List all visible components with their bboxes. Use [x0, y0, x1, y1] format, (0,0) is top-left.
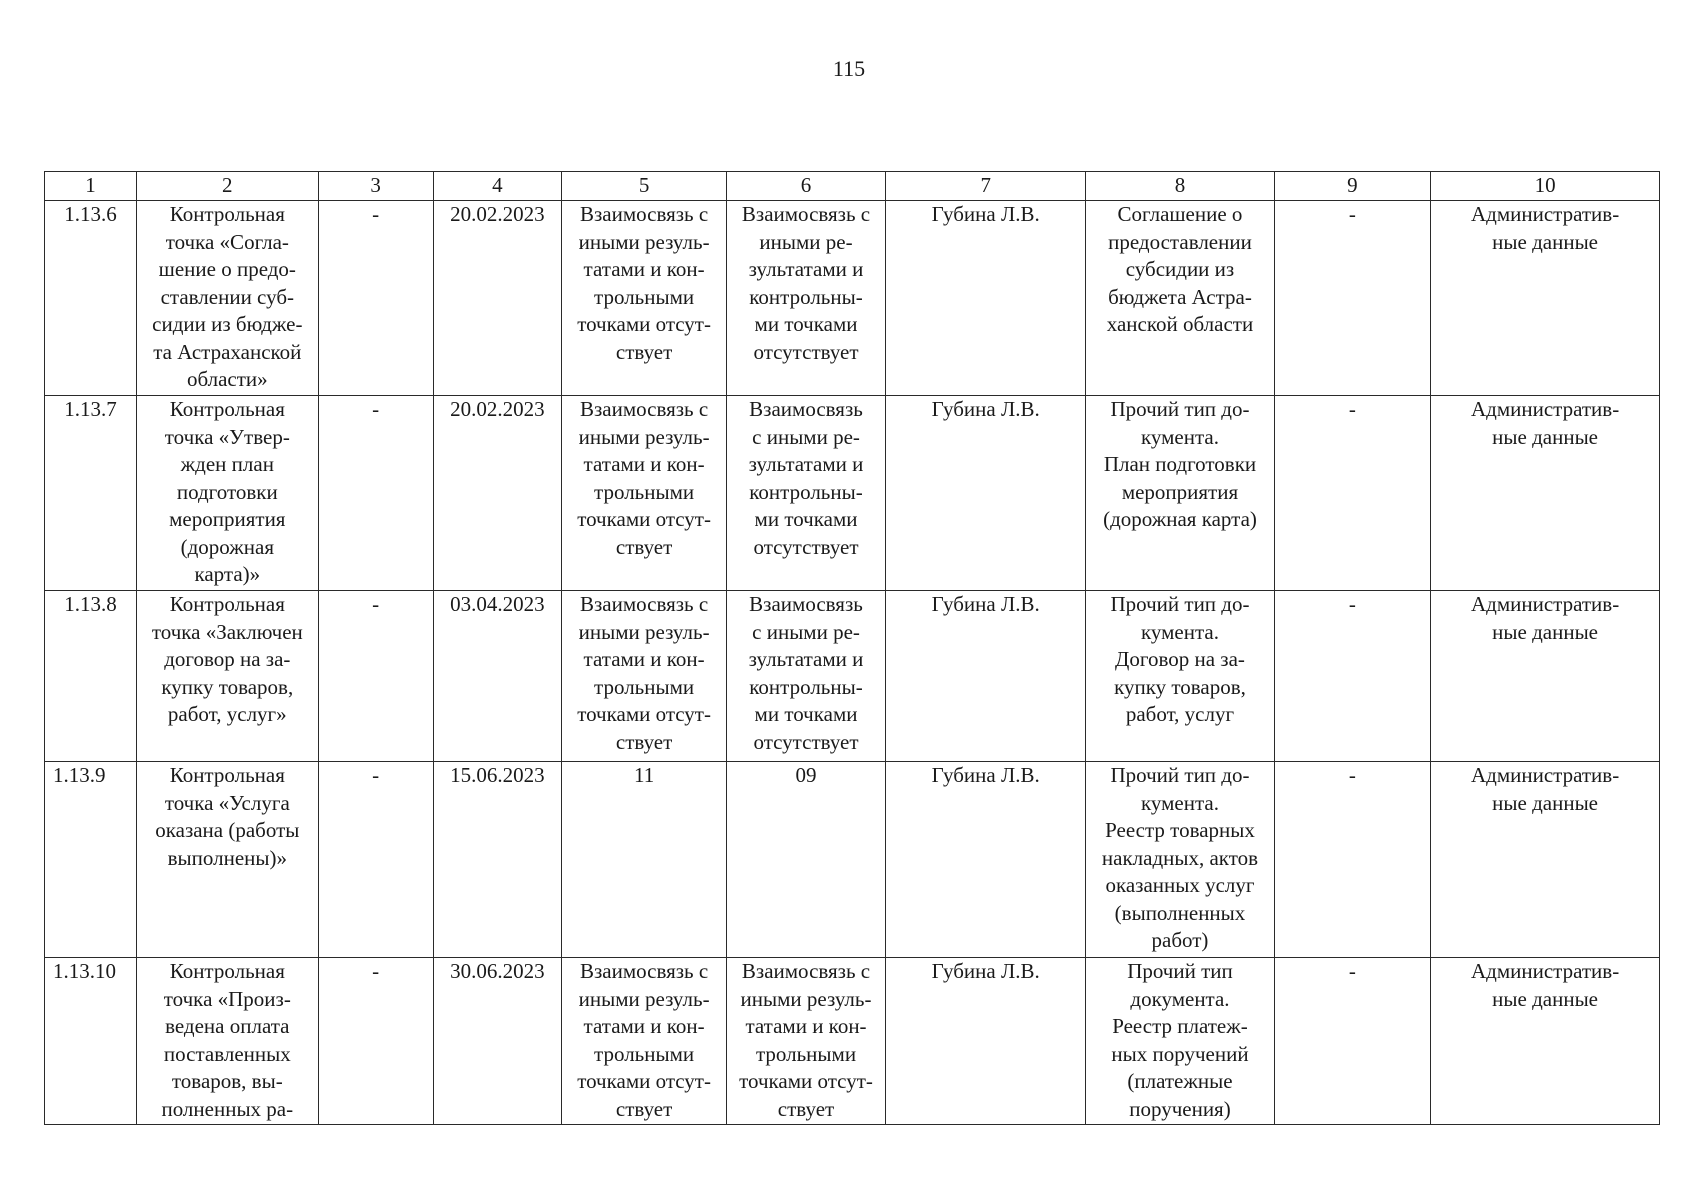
text-line: точка «Произ- [163, 986, 291, 1011]
document-cell [1086, 396, 1274, 591]
text-line: татами и кон- [583, 452, 705, 476]
text-line: татами и кон- [583, 647, 705, 671]
text-line: поставленных [163, 1041, 291, 1066]
text-line: ствует [615, 729, 673, 754]
text-line: ми точками [754, 507, 858, 531]
text-line: ствует [777, 1096, 835, 1121]
text-line: товаров, вы- [171, 1069, 283, 1093]
relation-cell [562, 958, 727, 1125]
text-line: кумента. [1140, 424, 1219, 449]
text-line: подготовки [176, 479, 278, 504]
table-row [45, 958, 1660, 1125]
text-line: Договор на за- [1115, 647, 1245, 671]
source-cell [1431, 591, 1660, 762]
relation-cell [562, 396, 727, 591]
page-number: 115 [832, 56, 866, 81]
text-line: трольными [594, 674, 695, 699]
text-line: трольными [755, 1041, 857, 1066]
text-line: (дорожная [180, 534, 274, 559]
text-line: иными резуль- [578, 229, 710, 254]
relation-cell [562, 762, 727, 958]
text-line: Реестр платеж- [1112, 1014, 1248, 1038]
text-line: Взаимосвязь с [579, 592, 709, 616]
date-cell: 20.02.2023 [433, 396, 561, 591]
date-cell: 03.04.2023 [433, 591, 561, 762]
event-name-cell [136, 958, 318, 1125]
document-cell [1086, 591, 1274, 762]
text-line: Контрольная [169, 202, 285, 226]
event-name-cell [136, 762, 318, 958]
responsible-cell: Губина Л.В. [885, 396, 1086, 591]
text-line: накладных, актов [1101, 845, 1259, 870]
text-line: предоставлении [1108, 229, 1252, 254]
column-header-10: 10 [1431, 172, 1660, 201]
text-line: отсутствует [753, 339, 859, 364]
text-line: оказана (работы [155, 818, 300, 842]
text-line: поручения) [1129, 1096, 1231, 1121]
text-line: Административ- [1470, 397, 1620, 421]
dash-cell: - [318, 396, 433, 591]
row-number: 1.13.10 [45, 958, 137, 1125]
text-line: кумента. [1140, 619, 1219, 644]
text-line: ствует [615, 339, 673, 364]
text-line: точками отсут- [577, 507, 711, 531]
text-line: зультатами и [748, 257, 864, 281]
text-line: ные данные [1492, 424, 1599, 449]
source-cell [1431, 958, 1660, 1125]
text-line: зультатами и [748, 647, 864, 671]
text-line: отсутствует [753, 729, 859, 754]
text-line: отсутствует [753, 534, 859, 559]
relation-cell [562, 591, 727, 762]
text-line: ных поручений [1111, 1041, 1249, 1066]
row-number: 1.13.9 [45, 762, 137, 958]
text-line: Контрольная [169, 397, 285, 421]
table-row [45, 762, 1660, 958]
text-line: контрольны- [749, 479, 863, 504]
text-line: ствует [615, 1096, 673, 1121]
relation-cell [727, 201, 886, 396]
document-cell [1086, 201, 1274, 396]
text-line: ные данные [1492, 229, 1599, 254]
text-line: Взаимосвязь с [579, 397, 709, 421]
text-line: Административ- [1470, 763, 1620, 787]
text-line: иными резуль- [578, 619, 710, 644]
text-line: мероприятия [169, 507, 286, 531]
text-line: точка «Согла- [165, 229, 289, 254]
text-line: ханской области [1106, 312, 1254, 336]
text-line: точками отсут- [577, 1069, 711, 1093]
date-cell: 20.02.2023 [433, 201, 561, 396]
text-line: работ, услуг» [167, 702, 287, 726]
text-line: документа. [1130, 986, 1230, 1011]
text-line: точками отсут- [577, 312, 711, 336]
text-line: (выполненных [1114, 900, 1246, 925]
text-line: татами и кон- [745, 1014, 867, 1038]
text-line: (дорожная карта) [1103, 507, 1257, 531]
text-line: сидии из бюдже- [152, 312, 303, 336]
text-line: с иными ре- [752, 619, 860, 644]
text-line: работ, услуг [1125, 702, 1235, 726]
source-cell [1431, 201, 1660, 396]
text-line: трольными [594, 1041, 695, 1066]
text-line: Контрольная [169, 592, 285, 616]
relation-cell [562, 201, 727, 396]
table-row [45, 201, 1660, 396]
text-line: карта)» [194, 562, 261, 586]
text-line: оказанных услуг [1105, 873, 1255, 897]
text-line: Взаимосвязь с [579, 202, 709, 226]
text-line: ные данные [1492, 986, 1599, 1011]
text-line: точка «Услуга [164, 790, 290, 815]
text-line: контрольны- [749, 674, 863, 699]
dash-cell: - [318, 591, 433, 762]
relation-cell [727, 958, 886, 1125]
text-line: области» [186, 367, 268, 391]
text-line: Взаимосвязь с [741, 959, 871, 983]
relation-cell [727, 591, 886, 762]
text-line: жден план [180, 452, 274, 476]
results-table [44, 171, 1660, 1125]
text-line: План подготовки [1103, 452, 1257, 476]
text-line: Прочий тип [1127, 959, 1233, 983]
text-line: трольными [594, 479, 695, 504]
text-line: мероприятия [1121, 479, 1239, 504]
column-header-9: 9 [1274, 172, 1431, 201]
date-cell: 15.06.2023 [433, 762, 561, 958]
responsible-cell: Губина Л.В. [885, 201, 1086, 396]
table-row [45, 396, 1660, 591]
text-line: с иными ре- [752, 424, 860, 449]
text-line: Взаимосвязь с [579, 959, 709, 983]
text-line: иными ре- [759, 229, 853, 254]
text-line: выполнены)» [167, 845, 287, 870]
text-line: зультатами и [748, 452, 864, 476]
text-line: иными резуль- [578, 986, 710, 1011]
text-line: Административ- [1470, 592, 1620, 616]
dash-cell: - [1274, 201, 1431, 396]
text-line: контрольны- [749, 284, 863, 309]
text-line: Контрольная [169, 763, 285, 787]
text-line: кумента. [1140, 790, 1219, 815]
text-line: точками отсут- [577, 702, 711, 726]
text-line: точка «Заключен [151, 619, 303, 644]
dash-cell: - [1274, 762, 1431, 958]
text-line: та Астраханской [153, 339, 302, 364]
dash-cell: - [318, 201, 433, 396]
event-name-cell [136, 396, 318, 591]
table-row [45, 591, 1660, 762]
text-line: шение о предо- [158, 257, 296, 281]
text-line: Взаимосвязь с [741, 202, 871, 226]
date-cell: 30.06.2023 [433, 958, 561, 1125]
text-line: Реестр товарных [1105, 818, 1255, 842]
text-line: Прочий тип до- [1110, 592, 1250, 616]
text-line: ные данные [1492, 790, 1599, 815]
row-number: 1.13.6 [45, 201, 137, 396]
text-line: Административ- [1470, 959, 1620, 983]
text-line: ставлении суб- [160, 284, 295, 309]
text-line: Прочий тип до- [1110, 763, 1250, 787]
dash-cell: - [1274, 396, 1431, 591]
column-header-8: 8 [1086, 172, 1274, 201]
column-header-6: 6 [727, 172, 886, 201]
event-name-cell [136, 201, 318, 396]
event-name-cell [136, 591, 318, 762]
responsible-cell: Губина Л.В. [885, 591, 1086, 762]
text-line: Прочий тип до- [1110, 397, 1250, 421]
text-line: субсидии из [1125, 257, 1235, 281]
text-line: ные данные [1492, 619, 1599, 644]
text-line: работ) [1151, 928, 1209, 952]
responsible-cell: Губина Л.В. [885, 762, 1086, 958]
text-line: Взаимосвязь [749, 397, 863, 421]
text-line: ведена оплата [165, 1014, 290, 1038]
dash-cell: - [318, 958, 433, 1125]
text-line: (платежные [1127, 1069, 1233, 1093]
text-line: татами и кон- [583, 1014, 705, 1038]
text-line: купку товаров, [161, 674, 294, 699]
text-line: бюджета Астра- [1108, 284, 1252, 309]
text-line: ми точками [754, 312, 858, 336]
text-line: трольными [594, 284, 695, 309]
text-line: Контрольная [169, 959, 285, 983]
text-line: иными резуль- [578, 424, 710, 449]
dash-cell: - [1274, 591, 1431, 762]
source-cell [1431, 396, 1660, 591]
document-cell [1086, 958, 1274, 1125]
text-line: купку товаров, [1114, 674, 1246, 699]
text-line: договор на за- [164, 647, 291, 671]
column-header-2: 2 [136, 172, 318, 201]
responsible-cell: Губина Л.В. [885, 958, 1086, 1125]
text-line: 09 [795, 763, 817, 787]
header-row [45, 172, 1660, 201]
text-line: точками отсут- [739, 1069, 873, 1093]
column-header-4: 4 [433, 172, 561, 201]
text-line: Соглашение о [1117, 202, 1243, 226]
text-line: иными резуль- [740, 986, 872, 1011]
dash-cell: - [318, 762, 433, 958]
row-number: 1.13.8 [45, 591, 137, 762]
relation-cell [727, 762, 886, 958]
column-header-7: 7 [885, 172, 1086, 201]
text-line: ствует [615, 534, 673, 559]
text-line: Взаимосвязь [749, 592, 863, 616]
source-cell [1431, 762, 1660, 958]
text-line: точка «Утвер- [164, 424, 290, 449]
text-line: Административ- [1470, 202, 1620, 226]
column-header-1: 1 [45, 172, 137, 201]
text-line: татами и кон- [583, 257, 705, 281]
text-line: 11 [633, 763, 655, 787]
document-cell [1086, 762, 1274, 958]
text-line: ми точками [754, 702, 858, 726]
text-line: полненных ра- [161, 1096, 294, 1121]
row-number: 1.13.7 [45, 396, 137, 591]
dash-cell: - [1274, 958, 1431, 1125]
column-header-3: 3 [318, 172, 433, 201]
column-header-5: 5 [562, 172, 727, 201]
relation-cell [727, 396, 886, 591]
